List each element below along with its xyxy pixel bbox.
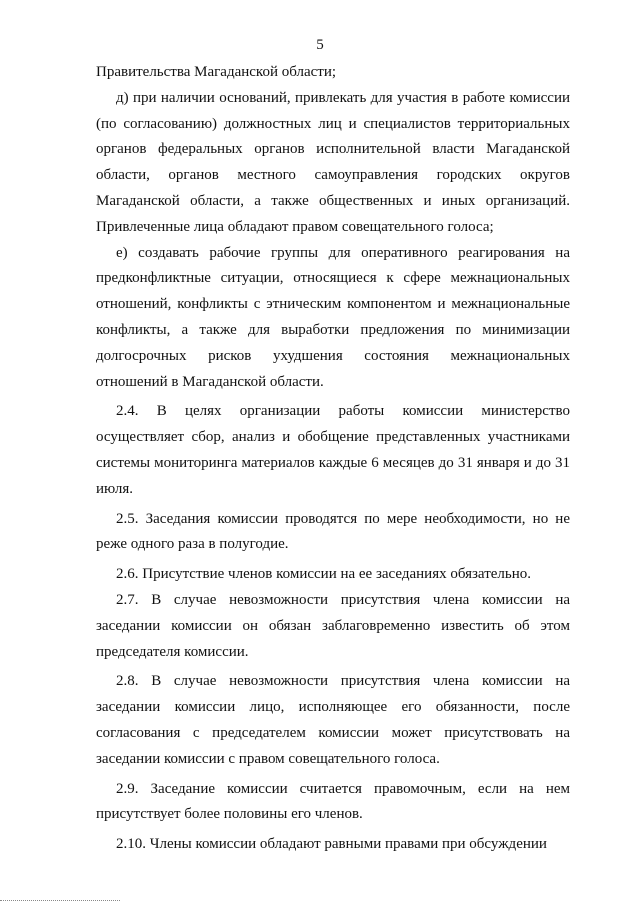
document-body xyxy=(96,60,570,858)
paragraph-item-d: д) при наличии оснований, привлекать для участия в работе комиссии (по согласованию) должностных лиц и специалистов территориальных органов федеральных органов исполнительной власти Магаданской области, органов местного самоуправления городских округов Магаданской области, а также общественных и иных организаций. Привлеченные лица обладают правом совещательного голоса; xyxy=(96,89,570,235)
scan-edge-rule xyxy=(0,900,120,901)
paragraph-item-e: е) создавать рабочие группы для оперативного реагирования на предконфликтные ситуации, относящиеся к сфере межнациональных отношений, конфликты с этническим компонентом и межнациональные конфликты, а также для выработки предложения по минимизации долгосрочных рисков ухудшения состояния межнациональных отношений в Магаданской области. xyxy=(96,244,570,390)
page-number: 5 xyxy=(316,37,324,53)
paragraph-2-5: 2.5. Заседания комиссии проводятся по мере необходимости, но не реже одного раза в полугодие. xyxy=(96,510,570,553)
paragraph-2-8: 2.8. В случае невозможности присутствия члена комиссии на заседании комиссии лицо, исполняющее его обязанности, после согласования с председателем комиссии может присутствовать на заседании комиссии с правом совещательного голоса. xyxy=(96,673,570,767)
paragraph-2-10: 2.10. Члены комиссии обладают равными правами при обсуждении xyxy=(116,836,547,853)
paragraph-2-6: 2.6. Присутствие членов комиссии на ее заседаниях обязательно. xyxy=(116,566,532,583)
paragraph-2-4: 2.4. В целях организации работы комиссии министерство осуществляет сбор, анализ и обобщение представленных участниками системы мониторинга материалов каждые 6 месяцев до 31 января и до 31 июля. xyxy=(96,403,570,497)
paragraph-continuation: Правительства Магаданской области; xyxy=(96,64,337,80)
paragraph-2-7: 2.7. В случае невозможности присутствия члена комиссии на заседании комиссии он обязан заблаговременно известить об этом председателя комиссии. xyxy=(96,591,570,660)
paragraph-2-9: 2.9. Заседание комиссии считается правомочным, если на нем присутствует более половины его членов. xyxy=(96,780,570,823)
